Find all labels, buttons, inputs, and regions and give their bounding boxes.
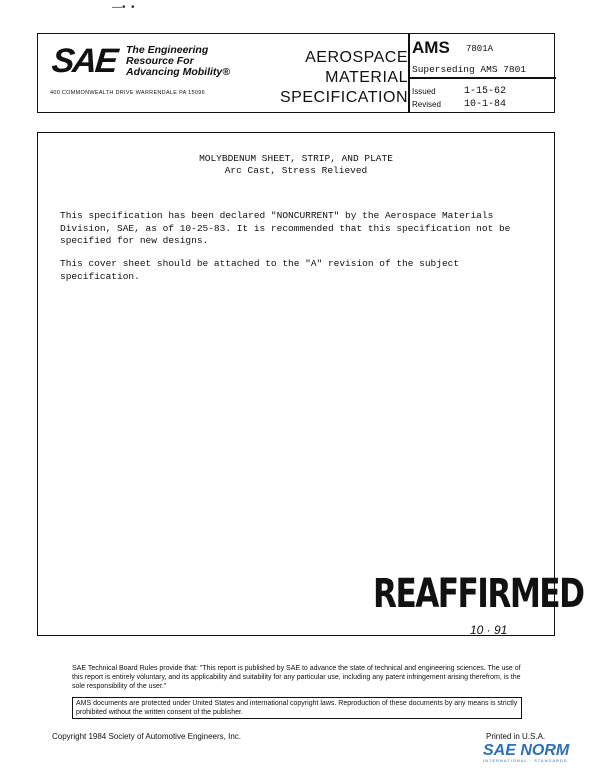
cover-sheet-paragraph: This cover sheet should be attached to the "A" revision of the subject specification. [60, 258, 460, 282]
spec-title-line-1: MOLYBDENUM SHEET, STRIP, AND PLATE [199, 153, 393, 164]
revised-date: 10-1-84 [464, 99, 507, 110]
document-body [37, 132, 584, 637]
scan-marks: —• • [112, 2, 135, 13]
handwritten-date: 10 · 91 [470, 623, 508, 637]
sae-tagline [126, 45, 230, 78]
title-line-2: MATERIAL [325, 69, 408, 86]
ams-number: 7801A [466, 44, 494, 54]
document-type-title [268, 48, 408, 108]
watermark-subtext: INTERNATIONAL · STANDARDS [483, 758, 568, 763]
copyright-line: Copyright 1984 Society of Automotive Engineers, Inc. [52, 732, 241, 741]
revised-label: Revised [412, 100, 441, 109]
sae-norm-watermark [483, 742, 569, 763]
reaffirmed-stamp: REAFFIRMED [373, 571, 584, 617]
tagline-line-1: The Engineering [126, 44, 209, 56]
superseding-note: Superseding AMS 7801 [412, 64, 527, 75]
board-rules-text: SAE Technical Board Rules provide that: "This report is published by SAE to advance the state of technical and engineering sciences. The use of this report is entirely voluntary, and its applicability and suitability for any particular use, including any patent infringement arising therefrom, is the sole responsibility of the user." [72, 665, 521, 690]
ams-label: AMS [412, 38, 450, 57]
tagline-line-3: Advancing Mobility® [126, 66, 230, 78]
ams-divider [408, 77, 556, 79]
document-header [37, 33, 555, 113]
title-line-3: SPECIFICATION [280, 89, 408, 106]
title-line-1: AEROSPACE [305, 49, 408, 66]
specification-title [38, 153, 554, 177]
printed-in-label: Printed in U.S.A. [486, 732, 546, 741]
tagline-line-2: Resource For [126, 55, 194, 67]
noncurrent-paragraph: This specification has been declared "NONCURRENT" by the Aerospace Materials Division, SAE, as of 10-25-83. It is recommended that this specification not be specified for new designs. [60, 210, 511, 246]
spec-title-line-2: Arc Cast, Stress Relieved [224, 165, 368, 176]
issued-label: Issued [412, 87, 436, 96]
issued-date: 1-15-62 [464, 86, 507, 97]
sae-logo: SAE [50, 42, 118, 80]
ams-info-block [408, 34, 556, 112]
watermark-text: SAE NORM [483, 742, 570, 759]
copyright-notice-box: AMS documents are protected under United States and international copyright laws. Reproduction of these documents by any means is strictly prohibited without the written consent of the publisher. [72, 697, 522, 719]
sae-address: 400 COMMONWEALTH DRIVE WARRENDALE PA 15096 [50, 90, 205, 96]
